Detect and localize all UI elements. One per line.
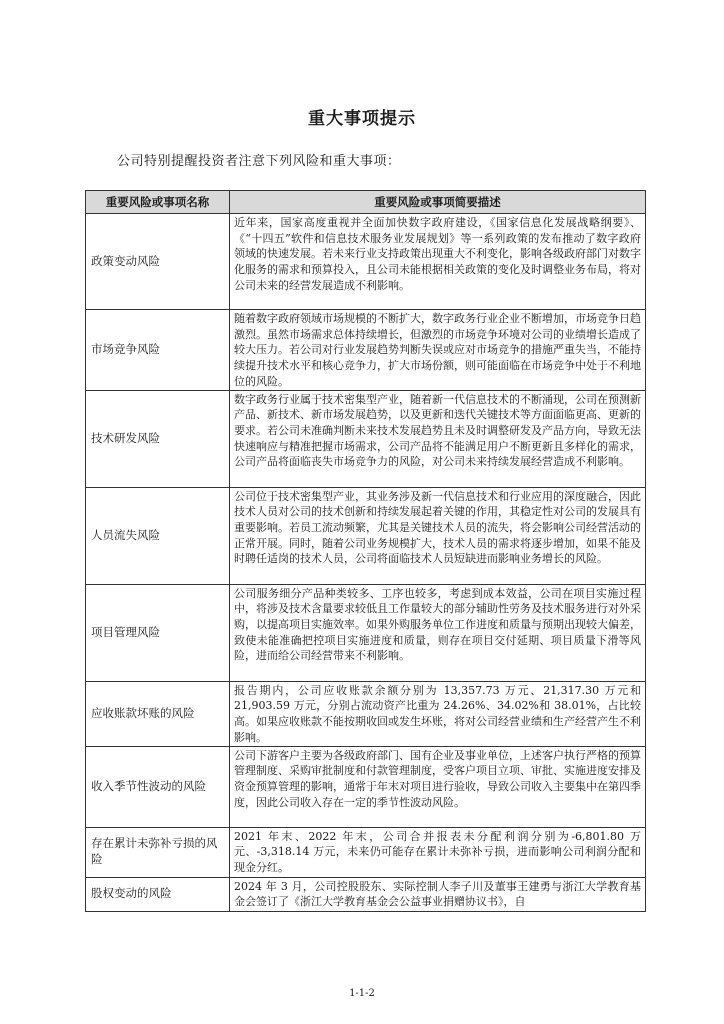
table-row bbox=[86, 827, 646, 877]
page-number: 1-1-2 bbox=[349, 988, 375, 999]
risk-description: 数字政务行业属于技术密集型产业，随着新一代信息技术的不断涌现，公司在预测新产品、新技术、新市场发展趋势，以及更新和迭代关键技术等方面面临更高、更新的要求。若公司未准确判断未来技术发展趋势且未及时调整研发及产品方向，导致无法快速响应与精准把握市场需求，公司产品将不能满足用户不断更新且多样化的需求，公司产品将面临丧失市场竞争力的风险，对公司未来持续发展经营造成不利影响。 bbox=[230, 390, 646, 487]
table-row bbox=[86, 390, 646, 487]
risk-description: 公司下游客户主要为各级政府部门、国有企业及事业单位，上述客户执行严格的预算管理制度、采购审批制度和付款管理制度，受客户项目立项、审批、实施进度安排及资金预算管理的影响，通常于年末对项目进行验收，导致公司收入主要集中在第四季度，因此公司收入存在一定的季节性波动风险。 bbox=[230, 746, 646, 827]
risk-name: 政策变动风险 bbox=[86, 214, 230, 310]
table-row bbox=[86, 877, 646, 911]
risk-name: 技术研发风险 bbox=[86, 390, 230, 487]
risk-description: 报告期内，公司应收账款余额分别为 13,357.73 万元、21,317.30 万元和21,903.59 万元，分别占流动资产比重为 24.26%、34.02%和 38.01%，占比较高。如果应收账款不能按期收回或发生坏账，将对公司经营业绩和生产经营产生不利影响。 bbox=[230, 681, 646, 746]
table-row bbox=[86, 214, 646, 310]
risk-description: 公司服务细分产品种类较多、工序也较多，考虑到成本效益，公司在项目实施过程中，将涉及技术含量要求较低且工作量较大的部分辅助性劳务及技术服务进行对外采购，以提高项目实施效率。如果外购服务单位工作进度和质量与预期出现较大偏差，致使未能准确把控项目实施进度和质量，则存在项目交付延期、项目质量下滑等风险，进而给公司经营带来不利影响。 bbox=[230, 584, 646, 681]
table-header-row bbox=[86, 191, 646, 214]
header-risk-description: 重要风险或事项简要描述 bbox=[230, 191, 646, 214]
risk-description: 近年来，国家高度重视并全面加快数字政府建设，《国家信息化发展战略纲要》、《“十四五”软件和信息技术服务业发展规划》等一系列政策的发布推动了数字政府领域的快速发展。若未来行业支持政策出现重大不利变化，影响各级政府部门对数字化服务的需求和预算投入，且公司未能根据相关政策的变化及时调整业务布局，将对公司未来的经营发展造成不利影响。 bbox=[230, 214, 646, 310]
risk-name: 项目管理风险 bbox=[86, 584, 230, 681]
header-risk-name: 重要风险或事项名称 bbox=[86, 191, 230, 214]
risk-name: 市场竞争风险 bbox=[86, 310, 230, 391]
table-row bbox=[86, 681, 646, 746]
risk-description: 随着数字政府领域市场规模的不断扩大，数字政务行业企业不断增加，市场竞争日趋激烈。虽然市场需求总体持续增长，但激烈的市场竞争环境对公司的业绩增长造成了较大压力。若公司对行业发展趋势判断失误或应对市场竞争的措施严重失当，不能持续提升技术水平和核心竞争力，扩大市场份额，则可能面临在市场竞争中处于不利地位的风险。 bbox=[230, 310, 646, 391]
table-row bbox=[86, 487, 646, 584]
risk-name: 人员流失风险 bbox=[86, 487, 230, 584]
risk-name: 收入季节性波动的风险 bbox=[86, 746, 230, 827]
table-row bbox=[86, 310, 646, 391]
risk-description: 2021 年末、2022 年末，公司合并报表未分配利润分别为-6,801.80 万元、-3,318.14 万元，未来仍可能存在累计未弥补亏损，进而影响公司利润分配和现金分红。 bbox=[230, 827, 646, 877]
table-row bbox=[86, 746, 646, 827]
risk-description: 2024 年 3 月，公司控股股东、实际控制人李子川及董事王建勇与浙江大学教育基金会签订了《浙江大学教育基金会公益事业捐赠协议书》，自 bbox=[230, 877, 646, 911]
risk-name: 股权变动的风险 bbox=[86, 877, 230, 911]
risk-table bbox=[85, 190, 646, 912]
risk-name: 应收账款坏账的风险 bbox=[86, 681, 230, 746]
table-row bbox=[86, 584, 646, 681]
intro-text: 公司特别提醒投资者注意下列风险和重大事项： bbox=[117, 154, 401, 169]
risk-description: 公司位于技术密集型产业，其业务涉及新一代信息技术和行业应用的深度融合，因此技术人员对公司的技术创新和持续发展起着关键的作用，其稳定性对公司的发展具有重要影响。若员工流动频繁，尤其是关键技术人员的流失，将会影响公司经营活动的正常开展。同时，随着公司业务规模扩大，技术人员的需求将逐步增加，如果不能及时聘任适岗的技术人员，公司将面临技术人员短缺进而影响业务增长的风险。 bbox=[230, 487, 646, 584]
risk-name: 存在累计未弥补亏损的风险 bbox=[86, 827, 230, 877]
page-title: 重大事项提示 bbox=[308, 109, 416, 129]
